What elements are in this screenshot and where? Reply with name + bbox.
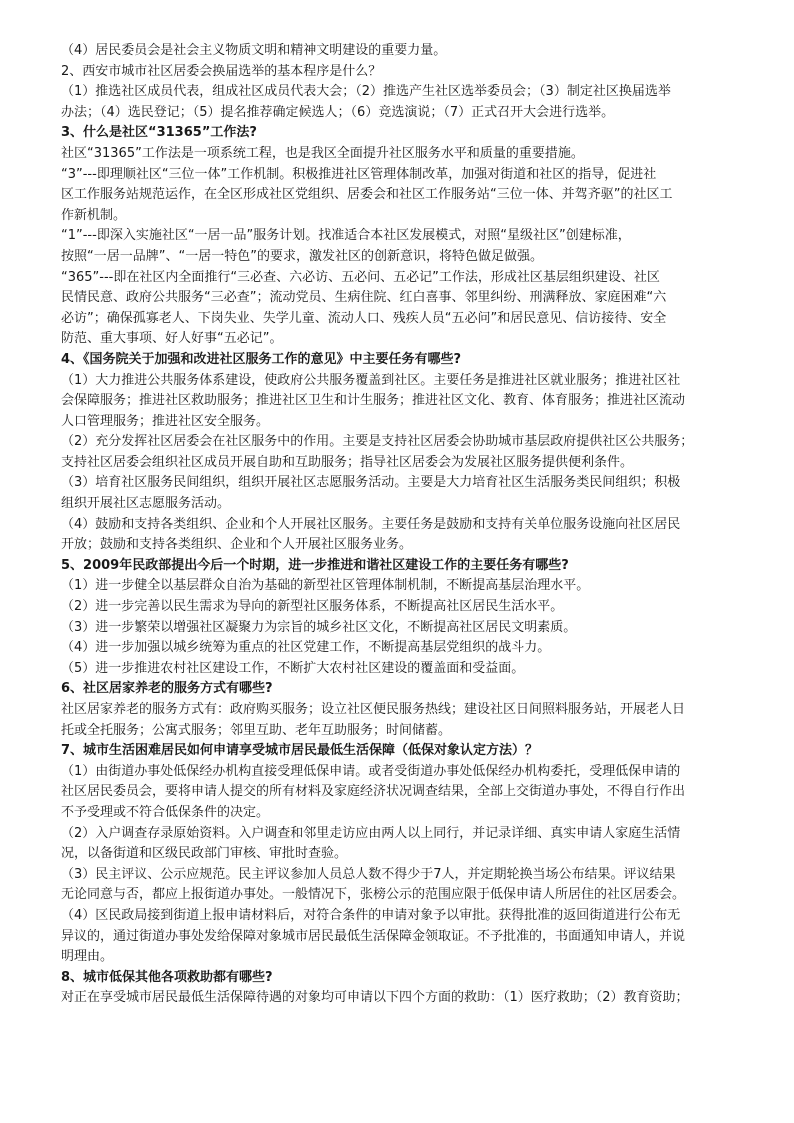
text-line: （3）培育社区服务民间组织，组织开展社区志愿服务活动。主要是大力培育社区生活服务类民间组织；积极 [61,475,681,491]
question-heading: 8、城市低保其他各项救助都有哪些? [61,969,273,985]
text-line: 办法；（4）选民登记；（5）提名推荐确定候选人；（6）竞选演说；（7）正式召开大会进行选举。 [61,104,615,120]
text-line: 区工作服务站规范运作，在全区形成社区党组织、居委会和社区工作服务站“三位一体、并驾齐驱”的社区工 [61,187,673,203]
text-line: （5）进一步推进农村社区建设工作，不断扩大农村社区建设的覆盖面和受益面。 [61,660,525,676]
text-line: （1）进一步健全以基层群众自治为基础的新型社区管理体制机制，不断提高基层治理水平。 [61,578,590,594]
text-line: 防范、重大事项、好人好事“五必记”。 [61,331,283,347]
text-line: 无论同意与否，都应上报街道办事处。一般情况下，张榜公示的范围应限于低保申请人所居住的社区居委会。 [61,887,686,903]
question-heading: 3、什么是社区“31365”工作法? [61,125,257,141]
document-page [61,41,747,1009]
text-line: “1”---即深入实施社区“一居一品”服务计划。找准适合本社区发展模式，对照“星级社区”创建标准， [61,228,631,244]
text-line: 况，以备街道和区级民政部门审核、审批时查验。 [61,846,348,862]
text-line: 2、西安市城市社区居委会换届选举的基本程序是什么？ [61,63,382,79]
text-line: 社区居家养老的服务方式有：政府购买服务；设立社区便民服务热线；建设社区日间照料服务站，开展老人日 [61,702,686,717]
text-line: （1）推选社区成员代表，组成社区成员代表大会；（2）推选产生社区选举委员会；（3）制定社区换届选举 [61,84,671,100]
text-line: 会保障服务；推进社区救助服务；推进社区卫生和计生服务；推进社区文化、教育、体育服务；推进社区流动 [61,393,686,409]
text-line: 不予受理或不符合低保条件的决定。 [61,804,270,820]
text-line: 明理由。 [61,949,114,965]
text-line: 支持社区居委会组织社区成员开展自助和互助服务；指导社区居委会为发展社区服务提供便利条件。 [61,454,634,470]
text-line: （4）鼓励和支持各类组织、企业和个人开展社区服务。主要任务是鼓励和支持有关单位服务设施向社区居民 [61,516,681,532]
text-line: 异议的，通过街道办事处发给保障对象城市居民最低生活保障金领取证。不予批准的，书面通知申请人，并说 [61,928,686,944]
text-line: （4）区民政局接到街道上报申请材料后，对符合条件的申请对象予以审批。获得批准的返回街道进行公布无 [61,907,681,923]
text-line: 按照“一居一品牌”、“一居一特色”的要求，激发社区的创新意识，将特色做足做强。 [61,248,543,264]
question-heading: 6、社区居家养老的服务方式有哪些? [61,681,273,697]
text-line: （4）进一步加强以城乡统筹为重点的社区党建工作，不断提高基层党组织的战斗力。 [61,640,551,656]
text-line: （4）居民委员会是社会主义物质文明和精神文明建设的重要力量。 [61,43,447,58]
text-line: 开放；鼓励和支持各类组织、企业和个人开展社区服务业务。 [61,537,413,553]
text-line: 托或全托服务；公寓式服务；邻里互助、老年互助服务；时间储蓄。 [61,722,452,738]
text-line: （2）入户调查存录原始资料。入户调查和邻里走访应由两人以上同行，并记录详细、真实申请人家庭生活情 [61,825,681,841]
text-line: （2）进一步完善以民生需求为导向的新型社区服务体系，不断提高社区居民生活水平。 [61,599,564,615]
text-line: “365”---即在社区内全面推行“三必查、六必访、五必问、五必记”工作法，形成社区基层组织建设、社区 [61,269,660,285]
text-line: 人口管理服务；推进社区安全服务。 [61,413,270,429]
text-line: 必访”；确保孤寡老人、下岗失业、失学儿童、流动人口、残疾人员“五必问”和居民意见、信访接待、安全 [61,310,667,326]
text-line: 社区“31365”工作法是一项系统工程，也是我区全面提升社区服务水平和质量的重要措施。 [61,145,584,161]
text-line: 社区居民委员会，要将申请人提交的所有材料及家庭经济状况调查结果，全部上交街道办事处，不得自行作出 [61,784,686,800]
text-line: （3）进一步繁荣以增强社区凝聚力为宗旨的城乡社区文化，不断提高社区居民文明素质。 [61,619,577,635]
text-line: （2）充分发挥社区居委会在社区服务中的作用。主要是支持社区居委会协助城市基层政府提供社区公共服务； [61,434,694,450]
text-line: 对正在享受城市居民最低生活保障待遇的对象均可申请以下四个方面的救助：（1）医疗救助；（2）教育资助； [61,990,689,1006]
text-line: （3）民主评议、公示应规范。民主评议参加人员总人数不得少于7人，并定期轮换当场公布结果。评议结果 [61,866,676,882]
text-line: 民情民意、政府公共服务“三必查”；流动党员、生病住院、红白喜事、邻里纠纷、刑满释放、家庭困难“六 [61,290,667,306]
text-line: （1）由街道办事处低保经办机构直接受理低保申请。或者受街道办事处低保经办机构委托，受理低保申请的 [61,763,681,779]
question-heading: 7、城市生活困难居民如何申请享受城市居民最低生活保障（低保对象认定方法）？ [61,743,539,759]
text-line: “3”---即理顺社区“三位一体”工作机制。积极推进社区管理体制改革，加强对街道和社区的指导，促进社 [61,166,657,182]
text-line: 组织开展社区志愿服务活动。 [61,496,231,512]
text-line: （1）大力推进公共服务体系建设，使政府公共服务覆盖到社区。主要任务是推进社区就业服务；推进社区社 [61,372,681,388]
question-heading: 4、《国务院关于加强和改进社区服务工作的意见》中主要任务有哪些? [61,351,462,367]
question-heading: 5、2009年民政部提出今后一个时期，进一步推进和谐社区建设工作的主要任务有哪些? [61,557,569,573]
text-line: 作新机制。 [61,207,127,223]
